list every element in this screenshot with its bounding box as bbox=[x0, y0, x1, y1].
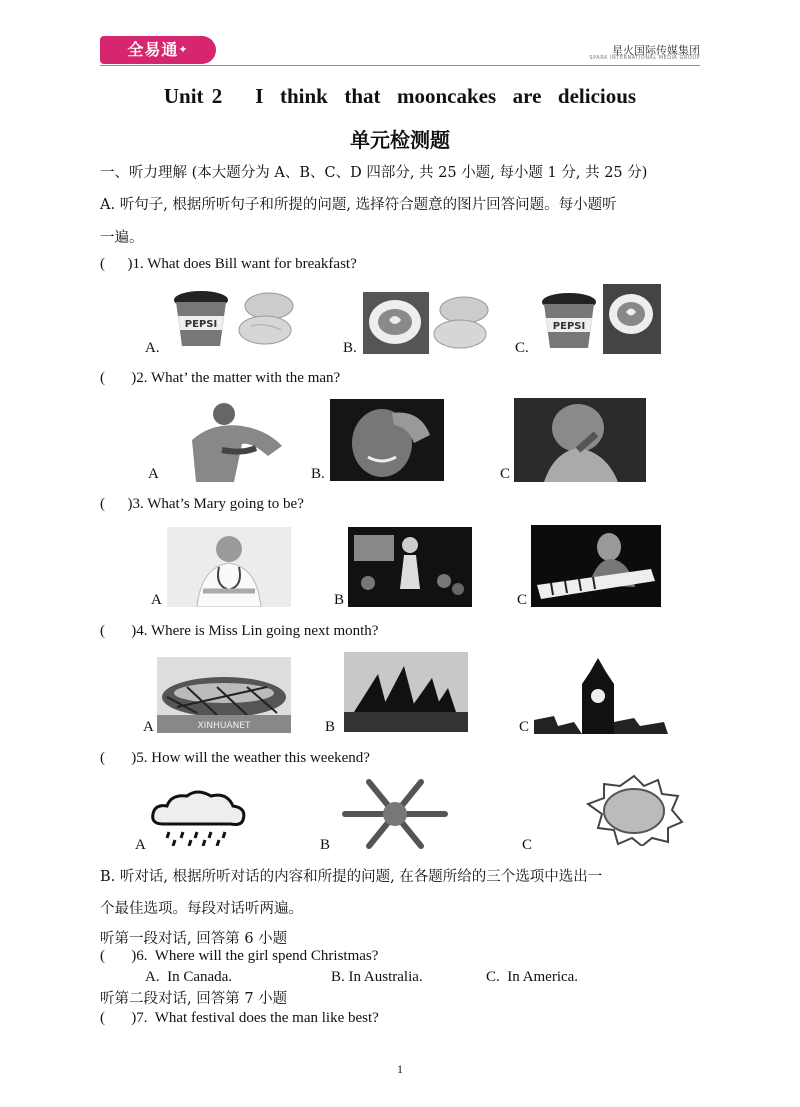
coffee-cup-image bbox=[168, 286, 234, 352]
svg-text:PEPSI: PEPSI bbox=[552, 321, 586, 332]
doctor-image bbox=[167, 527, 291, 607]
bread-rolls-image bbox=[235, 286, 299, 350]
option-a-label: A bbox=[151, 592, 162, 608]
option-c-label: C. bbox=[515, 340, 529, 356]
option-b-label: B bbox=[325, 719, 336, 735]
part-b-instruction: B. 听对话, 根据所听对话的内容和所提的问题, 在各题所给的三个选项中选出一 bbox=[100, 869, 603, 885]
option-a-label: A bbox=[135, 837, 146, 853]
header-divider bbox=[100, 65, 700, 66]
question-6-option-a: A. In Canada. bbox=[145, 969, 233, 985]
dialog-1-heading: 听第一段对话, 回答第 6 小题 bbox=[100, 931, 288, 947]
question-6: ( )6. Where will the girl spend Christmas? bbox=[100, 948, 379, 964]
question-4: ( )4. Where is Miss Lin going next month? bbox=[100, 623, 379, 639]
question-2: ( )2. What’ the matter with the man? bbox=[100, 370, 341, 386]
coffee-cup-image-2 bbox=[536, 288, 602, 354]
option-a-label: A bbox=[143, 719, 154, 735]
rain-cloud-icon bbox=[147, 790, 249, 846]
part-a-instruction: A. 听句子, 根据所听句子和所提的问题, 选择符合题意的图片回答问题。每小题听 bbox=[100, 197, 617, 213]
dialog-2-heading: 听第二段对话, 回答第 7 小题 bbox=[100, 991, 288, 1007]
birds-nest-stadium-image bbox=[157, 657, 291, 733]
quanyitong-logo: 全易通✦ bbox=[100, 36, 216, 64]
sore-throat-man-image bbox=[514, 398, 646, 482]
teacher-image bbox=[348, 527, 472, 607]
stadium-watermark: XINHUANET bbox=[197, 721, 251, 731]
page-number: 1 bbox=[397, 1062, 403, 1076]
option-c-label: C bbox=[517, 592, 528, 608]
sun-icon bbox=[584, 774, 684, 846]
option-b-label: B bbox=[320, 837, 331, 853]
page-subtitle: 单元检测题 bbox=[350, 128, 450, 152]
headache-man-image bbox=[330, 399, 444, 481]
option-c-label: C bbox=[522, 837, 533, 853]
question-6-option-b: B. In Australia. bbox=[331, 969, 423, 985]
part-a-instruction-cont: 一遍。 bbox=[100, 230, 144, 246]
bread-rolls-image-2 bbox=[432, 290, 492, 352]
svg-text:PEPSI: PEPSI bbox=[184, 319, 218, 330]
big-ben-image bbox=[534, 656, 668, 734]
part-b-instruction-cont: 个最佳选项。每段对话听两遍。 bbox=[100, 901, 303, 917]
pianist-image bbox=[531, 525, 661, 607]
latte-cup-image bbox=[363, 292, 429, 354]
section-heading: 一、听力理解 (本大题分为 A、B、C、D 四部分, 共 25 小题, 每小题 1 分, 共 25 分) bbox=[100, 165, 648, 181]
option-b-label: B. bbox=[311, 466, 325, 482]
question-3: ( )3. What’s Mary going to be? bbox=[100, 496, 304, 512]
page-title: Unit 2 I think that mooncakes are delicious bbox=[163, 84, 637, 108]
question-6-option-c: C. In America. bbox=[486, 969, 579, 985]
question-7: ( )7. What festival does the man like best? bbox=[100, 1010, 379, 1026]
option-b-label: B bbox=[334, 592, 345, 608]
snowflake-icon bbox=[338, 778, 452, 850]
question-1: ( )1. What does Bill want for breakfast? bbox=[100, 256, 357, 272]
option-c-label: C bbox=[519, 719, 530, 735]
option-c-label: C bbox=[500, 466, 511, 482]
option-a-label: A bbox=[148, 466, 159, 482]
latte-cup-image-2 bbox=[603, 284, 661, 354]
publisher-subtitle: SPARK INTERNATIONAL MEDIA GROUP bbox=[589, 55, 700, 61]
backache-man-image bbox=[172, 400, 290, 482]
sydney-opera-house-image bbox=[344, 652, 468, 732]
option-b-label: B. bbox=[343, 340, 357, 356]
publisher-name: 星火国际传媒集团 bbox=[612, 44, 700, 57]
option-a-label: A. bbox=[145, 340, 160, 356]
question-5: ( )5. How will the weather this weekend? bbox=[100, 750, 370, 766]
